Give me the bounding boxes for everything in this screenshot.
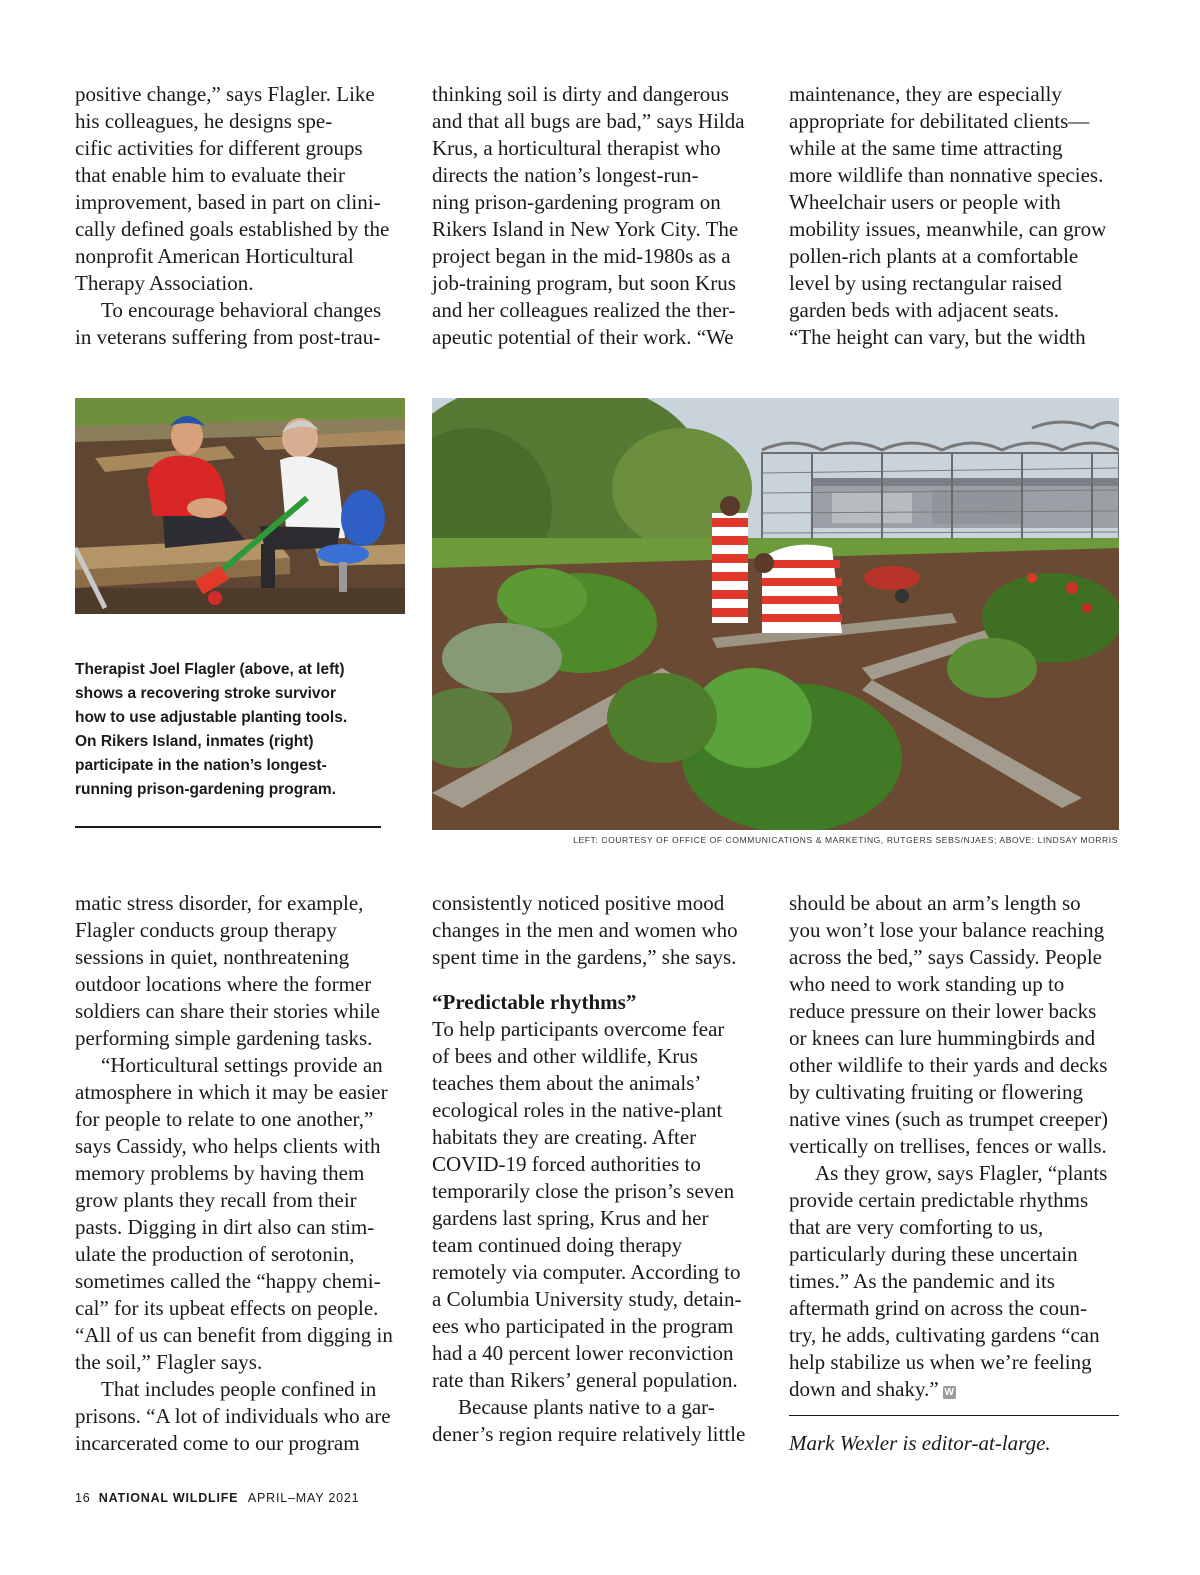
text-line: remotely via computer. According to xyxy=(432,1260,741,1284)
text-line: across the bed,” says Cassidy. People xyxy=(789,945,1102,969)
text-line: That includes people confined in xyxy=(101,1377,377,1401)
text-line: As they grow, says Flagler, “plants xyxy=(815,1161,1108,1185)
caption-line: running prison-gardening program. xyxy=(75,781,336,798)
text-line: To help participants overcome fear xyxy=(432,1017,725,1041)
text-line: you won’t lose your balance reaching xyxy=(789,918,1105,942)
text-line: a Columbia University study, detain- xyxy=(432,1287,742,1311)
text-line: rate than Rikers’ general population. xyxy=(432,1368,738,1392)
text-line: down and shaky.” xyxy=(789,1377,939,1401)
text-line: habitats they are creating. After xyxy=(432,1125,697,1149)
issue-date: APRIL–MAY 2021 xyxy=(247,1491,360,1505)
text-line: grow plants they recall from their xyxy=(75,1188,357,1212)
text-line: dener’s region require relatively little xyxy=(432,1422,746,1446)
text-line: for people to relate to one another,” xyxy=(75,1107,374,1131)
text-line: performing simple gardening tasks. xyxy=(75,1026,373,1050)
text-line: thinking soil is dirty and dangerous xyxy=(432,82,729,106)
text-line: cific activities for different groups xyxy=(75,136,363,160)
text-line: job-training program, but soon Krus xyxy=(432,271,736,295)
author-bio: Mark Wexler is editor-at-large. xyxy=(789,1431,1051,1455)
text-line: had a 40 percent lower reconviction xyxy=(432,1341,734,1365)
text-line: reduce pressure on their lower backs xyxy=(789,999,1097,1023)
text-line: provide certain predictable rhythms xyxy=(789,1188,1089,1212)
column-1-top xyxy=(75,81,407,351)
text-line: Because plants native to a gar- xyxy=(458,1395,715,1419)
text-line: ees who participated in the program xyxy=(432,1314,734,1338)
text-line: matic stress disorder, for example, xyxy=(75,891,364,915)
page-number: 16 xyxy=(75,1491,91,1505)
text-line: Rikers Island in New York City. The xyxy=(432,217,739,241)
text-line: changes in the men and women who xyxy=(432,918,738,942)
photo-rikers-island-garden xyxy=(432,398,1119,830)
text-line: Wheelchair users or people with xyxy=(789,190,1061,214)
text-line: “All of us can benefit from digging in xyxy=(75,1323,393,1347)
text-line: COVID-19 forced authorities to xyxy=(432,1152,701,1176)
text-line: cally defined goals established by the xyxy=(75,217,390,241)
text-line: Therapy Association. xyxy=(75,271,254,295)
text-line: ulate the production of serotonin, xyxy=(75,1242,355,1266)
text-line: sometimes called the “happy chemi- xyxy=(75,1269,381,1293)
text-line: particularly during these uncertain xyxy=(789,1242,1078,1266)
text-line: outdoor locations where the former xyxy=(75,972,372,996)
text-line: directs the nation’s longest-run- xyxy=(432,163,699,187)
author-rule xyxy=(789,1415,1119,1416)
text-line: teaches them about the animals’ xyxy=(432,1071,702,1095)
text-line: mobility issues, meanwhile, can grow xyxy=(789,217,1107,241)
text-line: garden beds with adjacent seats. xyxy=(789,298,1059,322)
photo-credit: LEFT: COURTESY OF OFFICE OF COMMUNICATIONS & MARKETING, RUTGERS SEBS/NJAES; ABOVE: LINDSAY MORRIS xyxy=(573,835,1118,845)
text-line: try, he adds, cultivating gardens “can xyxy=(789,1323,1100,1347)
column-3-top xyxy=(789,81,1121,351)
column-2-bottom xyxy=(432,890,764,1448)
text-line: soldiers can share their stories while xyxy=(75,999,380,1023)
text-line: cal” for its upbeat effects on people. xyxy=(75,1296,379,1320)
text-line: native vines (such as trumpet creeper) xyxy=(789,1107,1108,1131)
text-line: or knees can lure hummingbirds and xyxy=(789,1026,1096,1050)
caption-rule xyxy=(75,826,381,828)
magazine-name: NATIONAL WILDLIFE xyxy=(98,1491,239,1505)
text-line: the soil,” Flagler says. xyxy=(75,1350,263,1374)
text-line: Krus, a horticultural therapist who xyxy=(432,136,721,160)
text-line: pollen-rich plants at a comfortable xyxy=(789,244,1079,268)
text-line: maintenance, they are especially xyxy=(789,82,1062,106)
caption-line: how to use adjustable planting tools. xyxy=(75,709,348,726)
text-line: by cultivating fruiting or flowering xyxy=(789,1080,1083,1104)
page-folio xyxy=(75,1491,359,1505)
text-line: help stabilize us when we’re feeling xyxy=(789,1350,1092,1374)
text-line: appropriate for debilitated clients— xyxy=(789,109,1090,133)
caption-line: shows a recovering stroke survivor xyxy=(75,685,337,702)
text-line: times.” As the pandemic and its xyxy=(789,1269,1055,1293)
text-line: and that all bugs are bad,” says Hilda xyxy=(432,109,745,133)
text-line: aftermath grind on across the coun- xyxy=(789,1296,1087,1320)
text-line: his colleagues, he designs spe- xyxy=(75,109,333,133)
text-line: should be about an arm’s length so xyxy=(789,891,1081,915)
text-line: apeutic potential of their work. “We xyxy=(432,325,734,349)
text-line: consistently noticed positive mood xyxy=(432,891,725,915)
text-line: ecological roles in the native-plant xyxy=(432,1098,723,1122)
text-line: level by using rectangular raised xyxy=(789,271,1062,295)
text-line: “The height can vary, but the width xyxy=(789,325,1086,349)
text-line: in veterans suffering from post-trau- xyxy=(75,325,381,349)
section-subhead: “Predictable rhythms” xyxy=(432,990,637,1014)
text-line: prisons. “A lot of individuals who are xyxy=(75,1404,391,1428)
text-line: spent time in the gardens,” she says. xyxy=(432,945,737,969)
caption-line: Therapist Joel Flagler (above, at left) xyxy=(75,661,345,678)
caption-line: participate in the nation’s longest- xyxy=(75,757,327,774)
text-line-final xyxy=(789,1376,1121,1403)
text-line: and her colleagues realized the ther- xyxy=(432,298,736,322)
text-line: says Cassidy, who helps clients with xyxy=(75,1134,381,1158)
photo-caption xyxy=(75,658,385,802)
text-line: vertically on trellises, fences or walls. xyxy=(789,1134,1107,1158)
end-mark-icon: W xyxy=(944,1387,954,1398)
text-line: improvement, based in part on clini- xyxy=(75,190,381,214)
text-line: “Horticultural settings provide an xyxy=(101,1053,383,1077)
text-line: ning prison-gardening program on xyxy=(432,190,721,214)
text-line: while at the same time attracting xyxy=(789,136,1063,160)
text-line: incarcerated come to our program xyxy=(75,1431,360,1455)
text-line: pasts. Digging in dirt also can stim- xyxy=(75,1215,375,1239)
column-2-top xyxy=(432,81,764,351)
text-line: team continued doing therapy xyxy=(432,1233,683,1257)
column-1-bottom xyxy=(75,890,407,1457)
text-line: nonprofit American Horticultural xyxy=(75,244,354,268)
photo-therapist-stroke-survivor xyxy=(75,398,405,614)
text-line: Flagler conducts group therapy xyxy=(75,918,337,942)
text-line: who need to work standing up to xyxy=(789,972,1065,996)
text-line: that enable him to evaluate their xyxy=(75,163,345,187)
text-line: that are very comforting to us, xyxy=(789,1215,1044,1239)
text-line: To encourage behavioral changes xyxy=(101,298,382,322)
text-line: project began in the mid-1980s as a xyxy=(432,244,731,268)
text-line: positive change,” says Flagler. Like xyxy=(75,82,375,106)
caption-line: On Rikers Island, inmates (right) xyxy=(75,733,314,750)
text-line: of bees and other wildlife, Krus xyxy=(432,1044,698,1068)
text-line: other wildlife to their yards and decks xyxy=(789,1053,1108,1077)
text-line: more wildlife than nonnative species. xyxy=(789,163,1104,187)
text-line: atmosphere in which it may be easier xyxy=(75,1080,388,1104)
text-line: sessions in quiet, nonthreatening xyxy=(75,945,350,969)
column-3-bottom xyxy=(789,890,1121,1403)
text-line: memory problems by having them xyxy=(75,1161,365,1185)
text-line: temporarily close the prison’s seven xyxy=(432,1179,735,1203)
text-line: gardens last spring, Krus and her xyxy=(432,1206,709,1230)
